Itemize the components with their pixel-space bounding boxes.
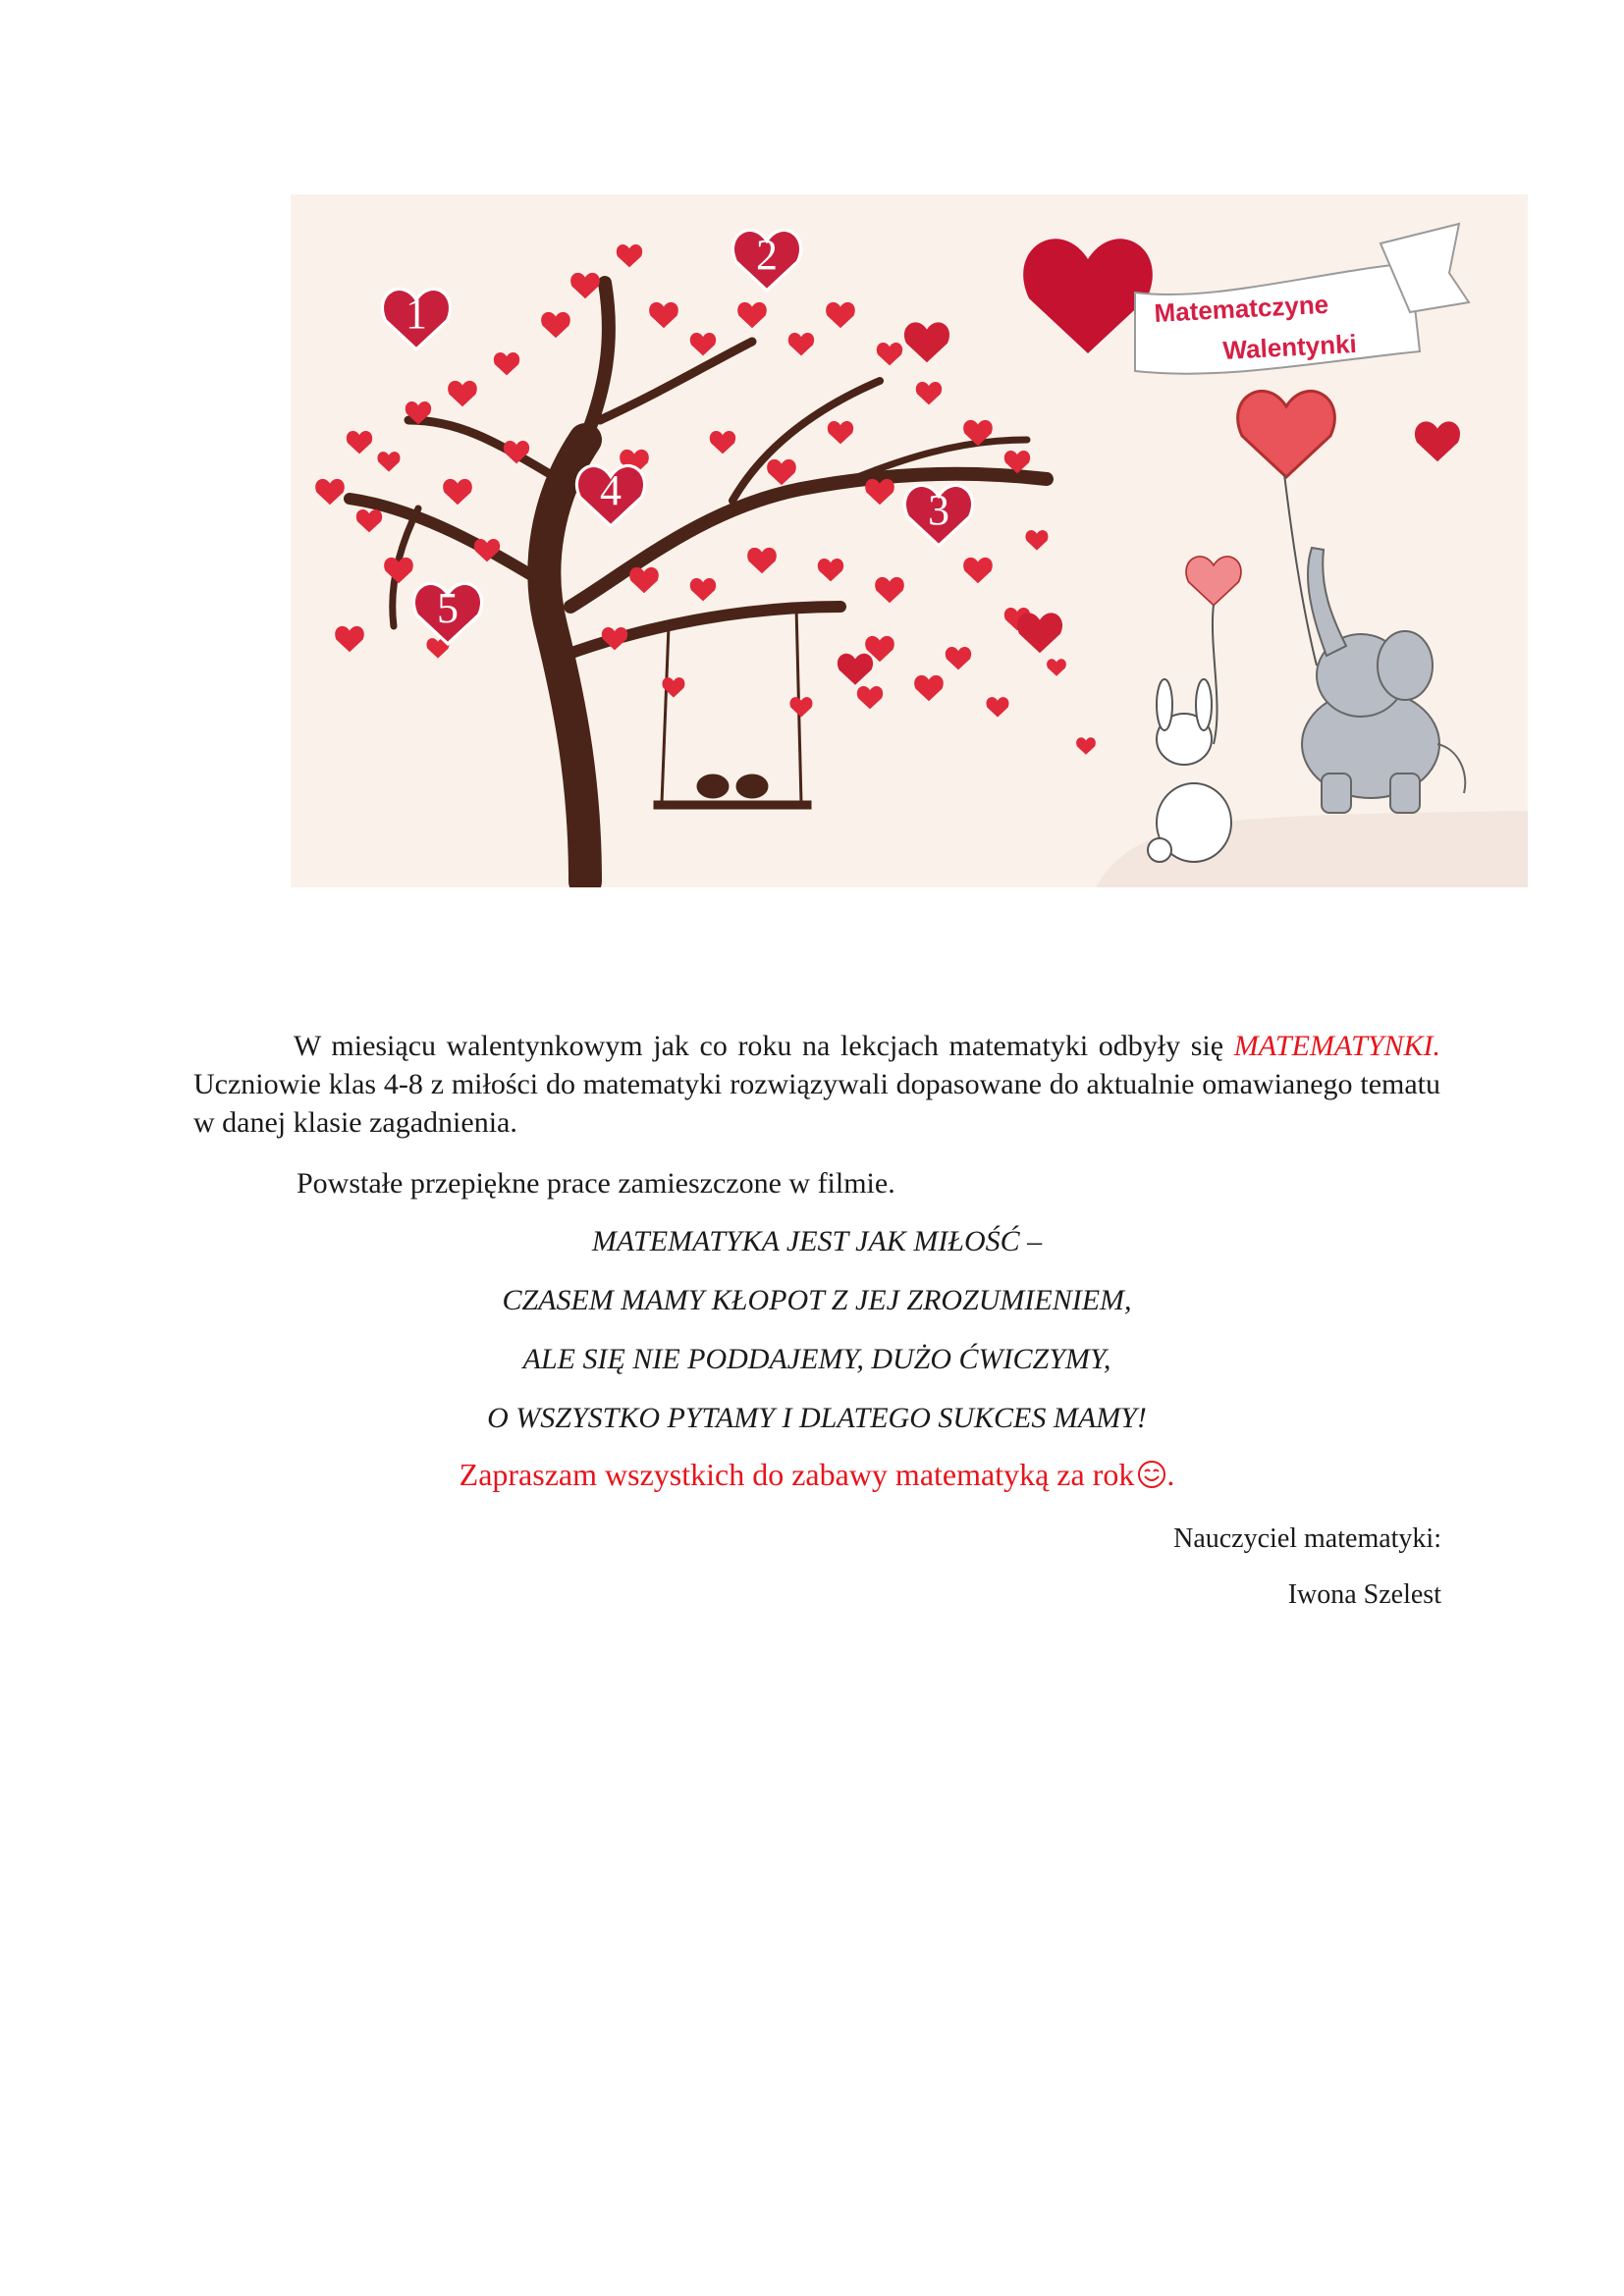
- poem-line: MATEMATYKA JEST JAK MIŁOŚĆ –: [591, 1225, 1043, 1257]
- banner-title: Matematczyne: [1153, 289, 1329, 328]
- signature-title: Nauczyciel matematyki:: [1173, 1523, 1441, 1554]
- video-note: Powstałe przepiękne prace zamieszczone w filmie.: [297, 1167, 895, 1200]
- intro-paragraph: [193, 1027, 1440, 1142]
- poem-line: O WSZYSTKO PYTAMY I DLATEGO SUKCES MAMY!: [487, 1402, 1147, 1434]
- poem-line: CZASEM MAMY KŁOPOT Z JEJ ZROZUMIENIEM,: [502, 1284, 1132, 1316]
- heart-number: 4: [600, 466, 622, 514]
- banner-subtitle: Walentynki: [1221, 328, 1358, 365]
- invitation: [193, 1457, 1440, 1493]
- matematynki-highlight: MATEMATYNKI.: [1233, 1030, 1440, 1062]
- valentine-illustration: [291, 194, 1528, 887]
- poem: [193, 1212, 1440, 1448]
- invitation-period: .: [1166, 1457, 1175, 1492]
- smiley-icon: [1137, 1460, 1166, 1489]
- invitation-text: Zapraszam wszystkich do zabawy matematyką za rok: [459, 1457, 1135, 1492]
- heart-number: 5: [437, 584, 459, 632]
- heart-number: 3: [928, 486, 949, 534]
- signature-name: Iwona Szelest: [1287, 1579, 1441, 1610]
- intro-text-start: W miesiącu walentynkowym jak co roku na lekcjach matematyki odbyły się: [294, 1030, 1234, 1062]
- heart-number: 2: [756, 231, 778, 279]
- intro-text-end: Uczniowie klas 4-8 z miłości do matematyki rozwiązywali dopasowane do aktualnie omawianego tematu w danej klasie zagadnienia.: [193, 1068, 1440, 1139]
- heart-number: 1: [406, 290, 427, 338]
- poem-line: ALE SIĘ NIE PODDAJEMY, DUŻO ĆWICZYMY,: [522, 1343, 1111, 1375]
